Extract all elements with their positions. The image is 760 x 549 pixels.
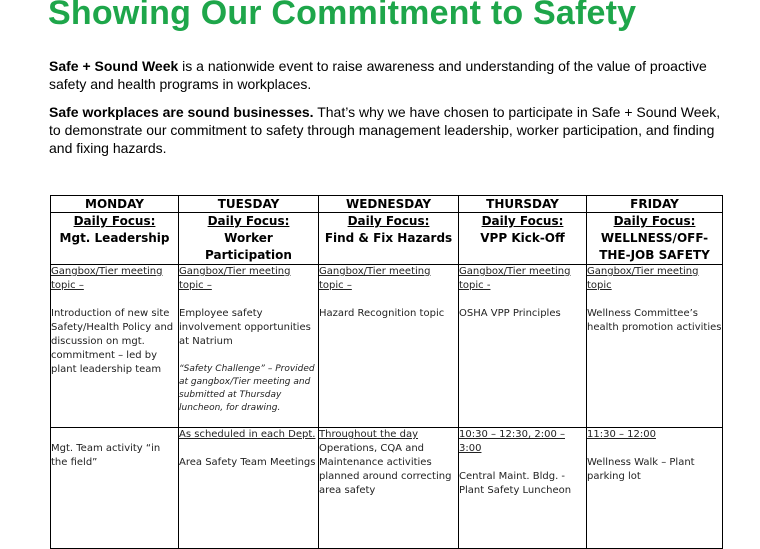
schedule-table [50, 195, 723, 549]
cell-wednesday-activity [319, 428, 459, 549]
cell-friday-activity [587, 428, 723, 549]
focus-value: WELLNESS/OFF-THE-JOB SAFETY [599, 231, 710, 262]
cell-heading: Gangbox/Tier meeting topic – [319, 266, 431, 291]
cell-monday-activity [51, 428, 179, 549]
focus-thursday [459, 213, 587, 265]
cell-text: Wellness Committee’s health promotion activities [587, 308, 722, 333]
cell-text: Operations, CQA and Maintenance activities planned around correcting area safety [319, 443, 452, 496]
cell-text: OSHA VPP Principles [459, 308, 561, 319]
cell-friday-topic [587, 265, 723, 428]
cell-heading: Gangbox/Tier meeting topic – [51, 266, 163, 291]
cell-heading: Gangbox/Tier meeting topic - [459, 266, 571, 291]
intro-paragraph-1 [49, 57, 729, 93]
cell-text: Hazard Recognition topic [319, 308, 445, 319]
focus-label: Daily Focus: [481, 214, 564, 228]
day-header-monday: MONDAY [51, 196, 179, 213]
focus-friday [587, 213, 723, 265]
day-header-tuesday: TUESDAY [179, 196, 319, 213]
focus-label: Daily Focus: [613, 214, 696, 228]
focus-tuesday [179, 213, 319, 265]
cell-heading: Gangbox/Tier meeting topic [587, 266, 699, 291]
cell-heading: Gangbox/Tier meeting topic – [179, 266, 291, 291]
day-header-friday: FRIDAY [587, 196, 723, 213]
gangbox-row [51, 265, 723, 428]
focus-value: Worker Participation [205, 231, 292, 262]
intro-p1-bold: Safe + Sound Week [49, 58, 179, 74]
intro-p1-text: is a nationwide event to raise awareness and understanding of the value of proactive safety and health programs in workplaces. [49, 58, 707, 92]
focus-label: Daily Focus: [73, 214, 156, 228]
cell-monday-topic [51, 265, 179, 428]
cell-tuesday-activity [179, 428, 319, 549]
cell-heading: Throughout the day [319, 429, 419, 440]
focus-row [51, 213, 723, 265]
intro-paragraph-2 [49, 103, 729, 157]
focus-value: Find & Fix Hazards [324, 231, 453, 245]
cell-heading: 10:30 – 12:30, 2:00 – 3:00 [459, 429, 565, 454]
cell-tuesday-topic [179, 265, 319, 428]
cell-text: Wellness Walk – Plant parking lot [587, 457, 695, 482]
cell-heading: 11:30 – 12:00 [587, 429, 656, 440]
focus-label: Daily Focus: [207, 214, 290, 228]
focus-value: Mgt. Leadership [59, 231, 170, 245]
cell-wednesday-topic [319, 265, 459, 428]
cell-thursday-topic [459, 265, 587, 428]
focus-wednesday [319, 213, 459, 265]
cell-heading: As scheduled in each Dept. [179, 429, 316, 440]
cell-thursday-activity [459, 428, 587, 549]
intro-p2-bold: Safe workplaces are sound businesses. [49, 104, 314, 120]
cell-text: Employee safety involvement opportunities at Natrium [179, 308, 311, 347]
cell-text: Introduction of new site Safety/Health Policy and discussion on mgt. commitment – led by plant leadership team [51, 308, 174, 375]
day-header-wednesday: WEDNESDAY [319, 196, 459, 213]
activity-row [51, 428, 723, 549]
focus-value: VPP Kick-Off [480, 231, 565, 245]
cell-text: Mgt. Team activity “in the field” [51, 443, 161, 468]
cell-text: Central Maint. Bldg. - Plant Safety Luncheon [459, 471, 572, 496]
focus-label: Daily Focus: [347, 214, 430, 228]
day-header-row [51, 196, 723, 213]
focus-monday [51, 213, 179, 265]
intro-p2-text: That’s why we have chosen to participate in Safe + Sound Week, to demonstrate our commitment to safety through management leadership, worker participation, and finding and fixing hazards. [49, 104, 721, 156]
day-header-thursday: THURSDAY [459, 196, 587, 213]
cell-note: “Safety Challenge” – Provided at gangbox/Tier meeting and submitted at Thursday luncheon, for drawing. [179, 364, 315, 413]
page-title: Showing Our Commitment to Safety [48, 0, 637, 32]
cell-text: Area Safety Team Meetings [179, 457, 316, 468]
